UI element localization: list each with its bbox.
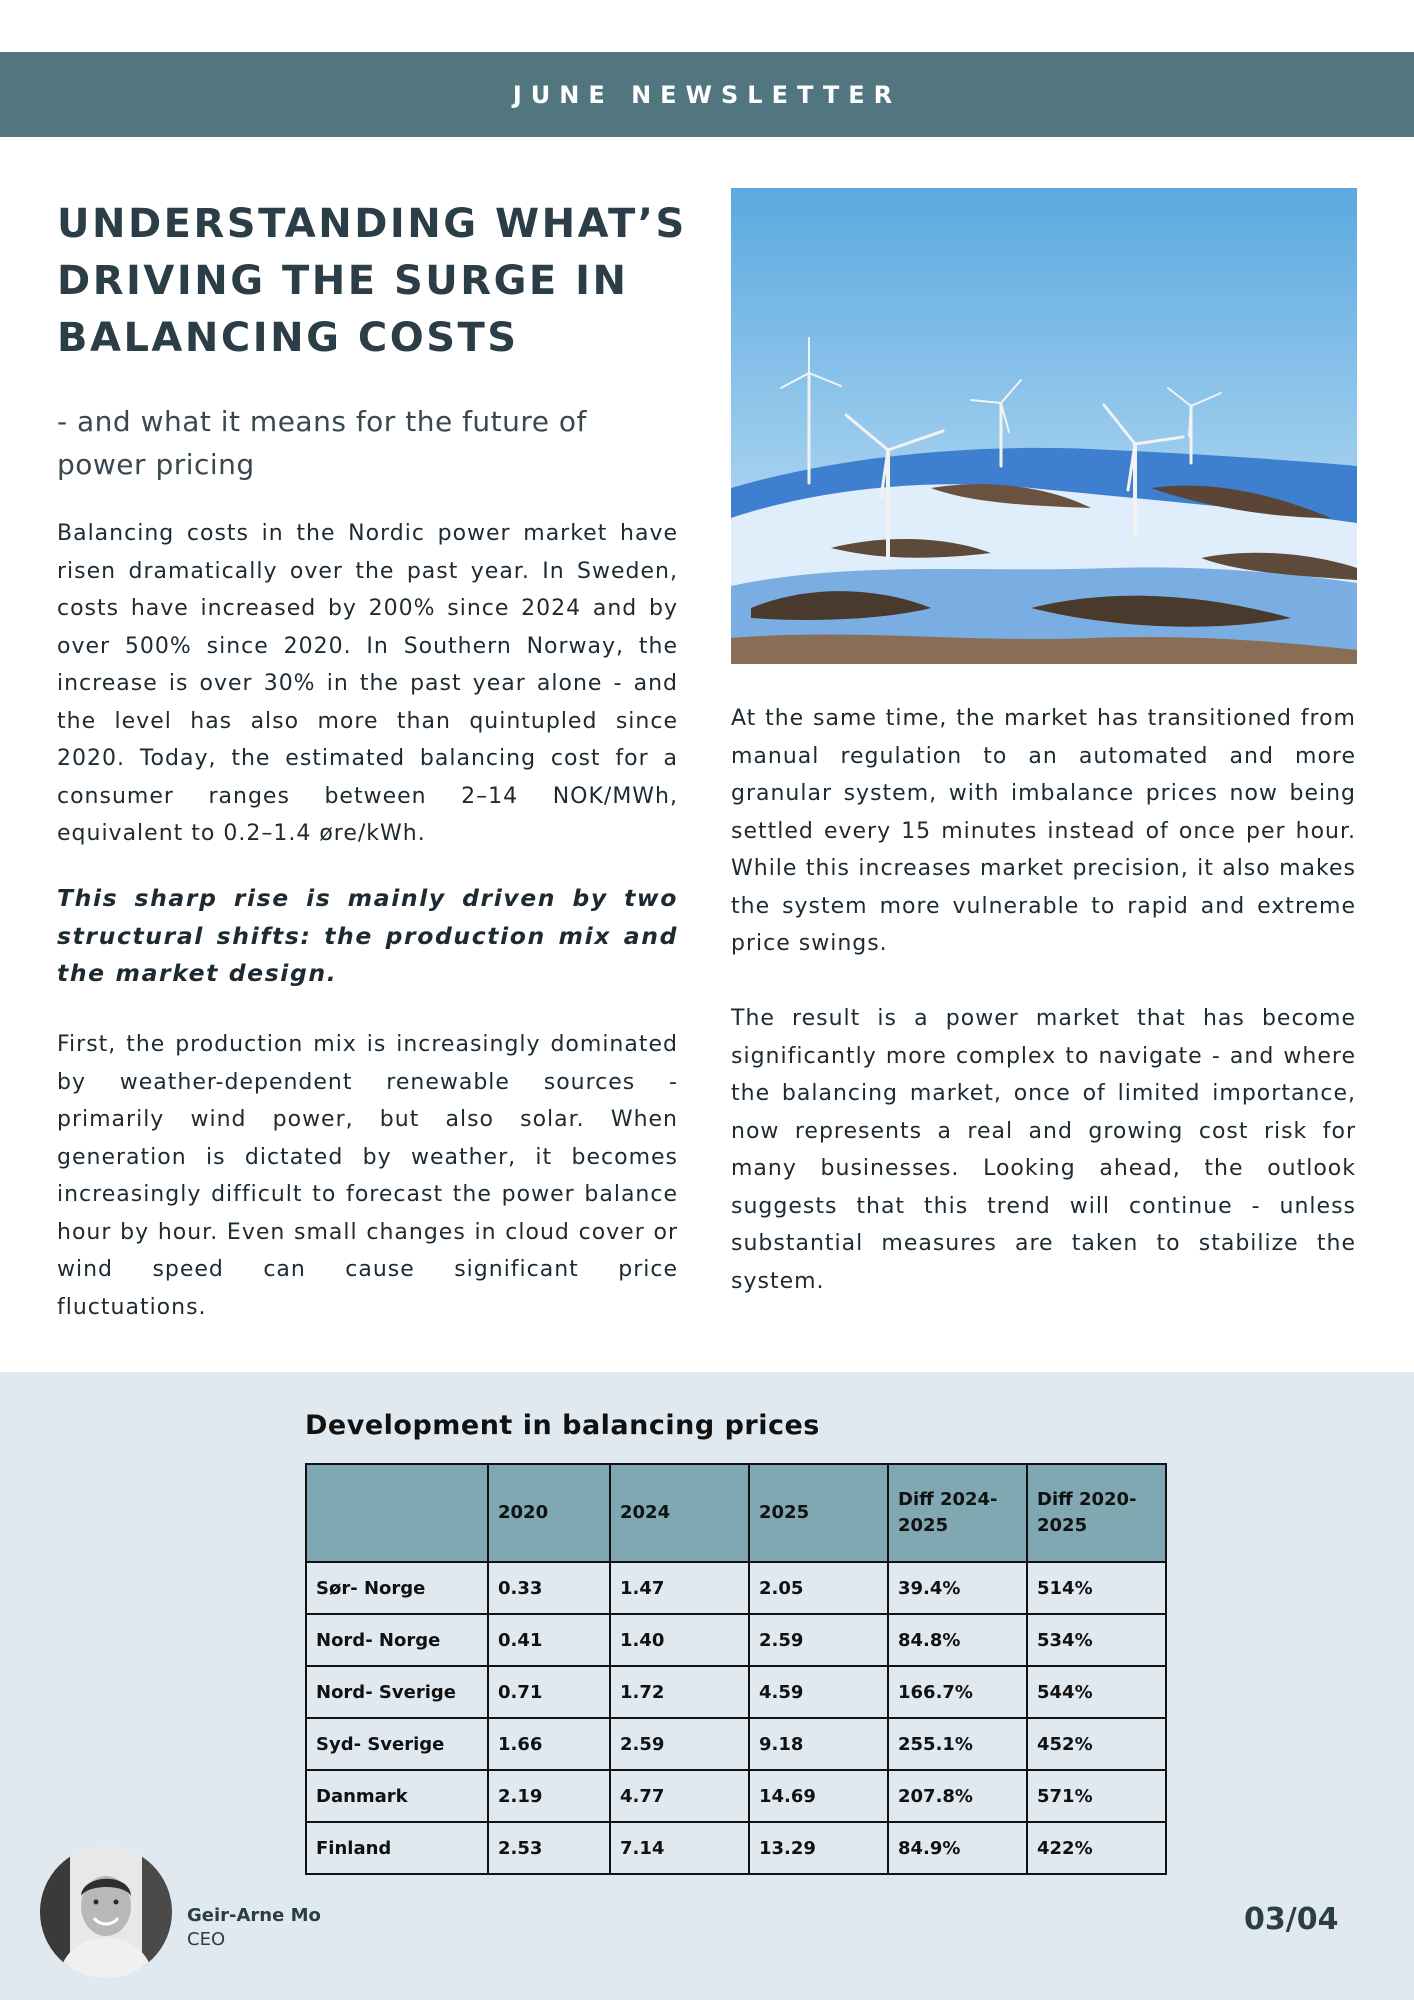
region-cell: Finland [306,1822,488,1874]
article-paragraph: The result is a power market that has become significantly more complex to navigate - and where the balancing market, once of limited importance, now represents a real and growing cost risk for many businesses. Looking ahead, the outlook suggests that this trend will continue - unless substantial measures are taken to stabilize the system. [731,1006,1356,1294]
value-cell: 84.8% [888,1614,1027,1666]
table-row [306,1614,1166,1666]
author-role: CEO [187,1929,226,1950]
value-cell: 166.7% [888,1666,1027,1718]
value-cell: 2.53 [488,1822,610,1874]
value-cell: 13.29 [749,1822,888,1874]
page-number: 03/04 [1244,1902,1339,1937]
value-cell: 2.05 [749,1562,888,1614]
value-cell: 4.59 [749,1666,888,1718]
value-cell: 1.40 [610,1614,749,1666]
value-cell: 2.59 [749,1614,888,1666]
value-cell: 14.69 [749,1770,888,1822]
value-cell: 1.47 [610,1562,749,1614]
author-avatar [40,1846,172,1978]
region-cell: Nord- Sverige [306,1666,488,1718]
column-header: 2020 [488,1464,610,1562]
table-header-row [306,1464,1166,1562]
article-paragraph: First, the production mix is increasingly dominated by weather-dependent renewable sources - primarily wind power, but also solar. When generation is dictated by weather, it becomes increasingly difficult to forecast the power balance hour by hour. Even small changes in cloud cover or wind speed can cause significant price fluctuations. [57,1032,678,1320]
value-cell: 255.1% [888,1718,1027,1770]
table-row [306,1718,1166,1770]
column-header: Diff 2020-2025 [1027,1464,1166,1562]
table-row [306,1562,1166,1614]
value-cell: 2.59 [610,1718,749,1770]
newsletter-banner [0,52,1414,137]
article-subtitle: - and what it means for the future of power pricing [57,405,587,481]
table-row [306,1770,1166,1822]
column-header [306,1464,488,1562]
table-row [306,1666,1166,1718]
value-cell: 534% [1027,1614,1166,1666]
article-highlight: This sharp rise is mainly driven by two structural shifts: the production mix and the market design. [57,884,678,987]
column-header: Diff 2024-2025 [888,1464,1027,1562]
value-cell: 422% [1027,1822,1166,1874]
region-cell: Danmark [306,1770,488,1822]
value-cell: 9.18 [749,1718,888,1770]
value-cell: 7.14 [610,1822,749,1874]
value-cell: 0.41 [488,1614,610,1666]
value-cell: 544% [1027,1666,1166,1718]
author-name: Geir-Arne Mo [187,1905,321,1926]
column-header: 2025 [749,1464,888,1562]
wind-turbines-photo [731,188,1357,664]
value-cell: 0.71 [488,1666,610,1718]
value-cell: 1.72 [610,1666,749,1718]
region-cell: Syd- Sverige [306,1718,488,1770]
region-cell: Nord- Norge [306,1614,488,1666]
value-cell: 84.9% [888,1822,1027,1874]
value-cell: 0.33 [488,1562,610,1614]
value-cell: 514% [1027,1562,1166,1614]
table-title: Development in balancing prices [305,1410,820,1441]
article-paragraph: At the same time, the market has transitioned from manual regulation to an automated and more granular system, with imbalance prices now being settled every 15 minutes instead of once per hour. While this increases market precision, it also makes the system more vulnerable to rapid and extreme price swings. [731,706,1356,956]
region-cell: Sør- Norge [306,1562,488,1614]
balancing-prices-table [305,1463,1167,1875]
banner-title: JUNE NEWSLETTER [512,80,902,109]
column-header: 2024 [610,1464,749,1562]
value-cell: 4.77 [610,1770,749,1822]
article-title: UNDERSTANDING WHAT’S DRIVING THE SURGE IN BALANCING COSTS [57,201,687,361]
value-cell: 39.4% [888,1562,1027,1614]
value-cell: 571% [1027,1770,1166,1822]
table-row [306,1822,1166,1874]
value-cell: 207.8% [888,1770,1027,1822]
value-cell: 452% [1027,1718,1166,1770]
value-cell: 1.66 [488,1718,610,1770]
value-cell: 2.19 [488,1770,610,1822]
article-paragraph: Balancing costs in the Nordic power market have risen dramatically over the past year. In Sweden, costs have increased by 200% since 2024 and by over 500% since 2020. In Southern Norway, the increase is over 30% in the past year alone - and the level has also more than quintupled since 2020. Today, the estimated balancing cost for a consumer ranges between 2–14 NOK/MWh, equivalent to 0.2–1.4 øre/kWh. [57,521,678,846]
